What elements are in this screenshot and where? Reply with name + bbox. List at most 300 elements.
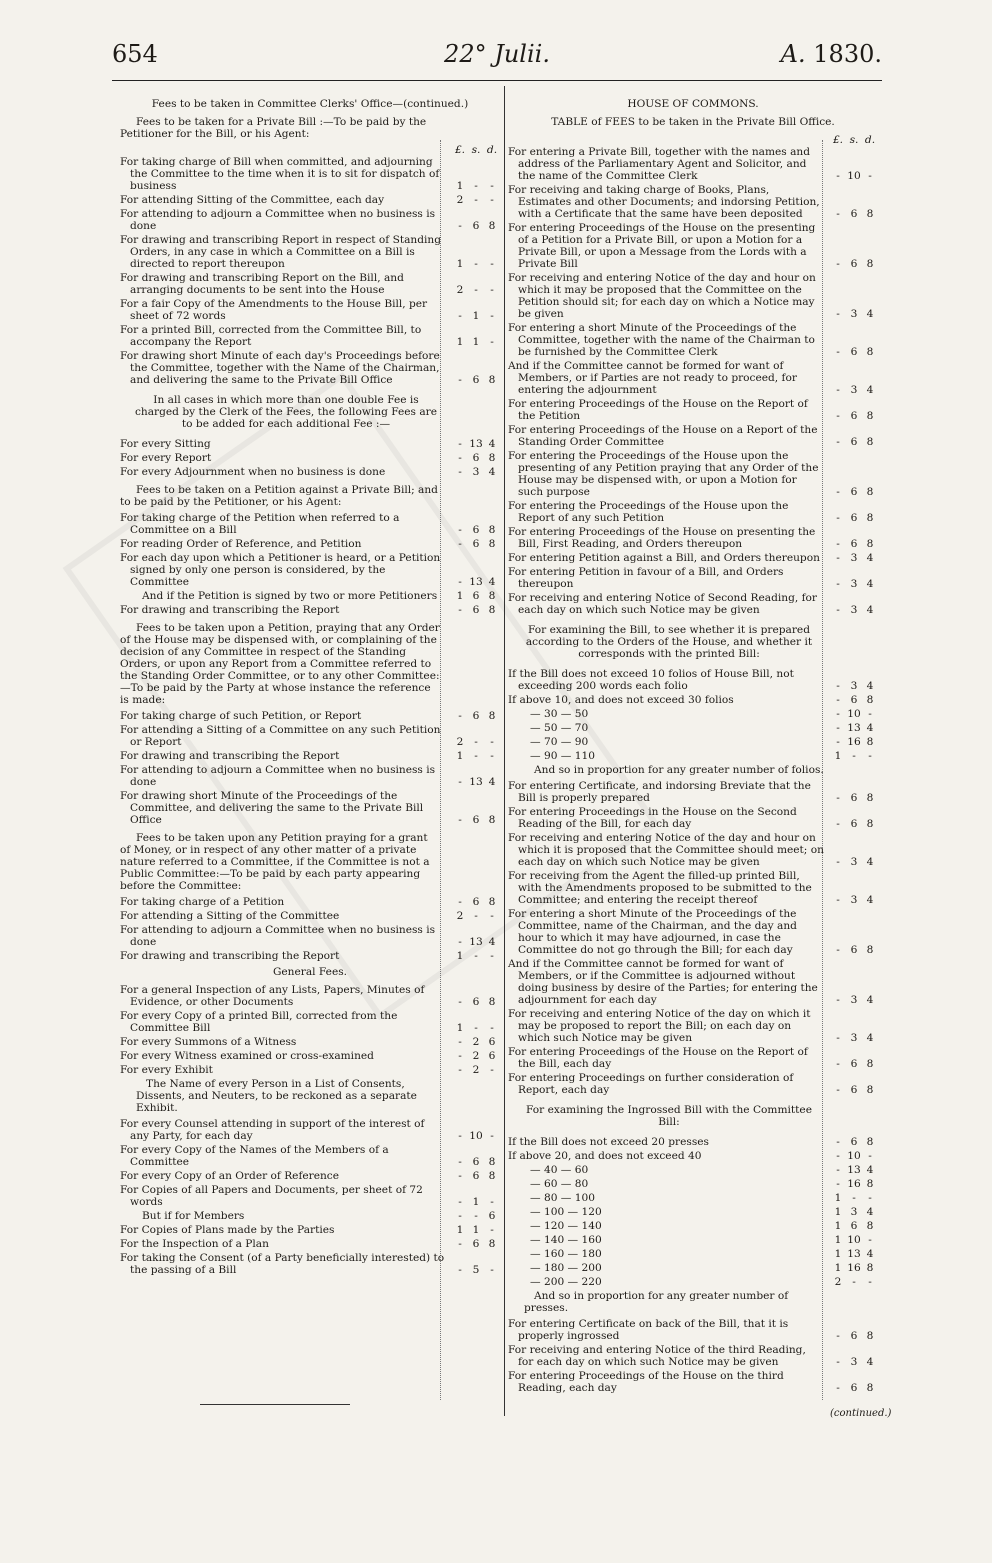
fee-amount <box>452 590 500 602</box>
fee-pence: 8 <box>866 694 874 706</box>
fee-description: — 40 — 60 <box>530 1164 589 1176</box>
fee-row <box>120 950 500 962</box>
fee-pence: 4 <box>866 1164 874 1176</box>
fee-row <box>508 1178 878 1190</box>
fee-row <box>120 1170 500 1182</box>
fee-shillings: - <box>474 1022 478 1034</box>
header-rule <box>112 80 882 81</box>
fee-description: For taking charge of Bill when committed, and adjourning the Committee to the time when it is to sit for dispatch of business <box>120 156 440 192</box>
fee-pence: 6 <box>488 1210 496 1222</box>
fee-shillings: 6 <box>472 996 480 1008</box>
fee-row <box>508 736 878 748</box>
fee-shillings: 6 <box>472 374 480 386</box>
fee-pounds: 2 <box>456 284 464 296</box>
fee-row <box>508 806 878 830</box>
fee-description: For drawing and transcribing the Report <box>120 950 340 962</box>
fee-pounds: - <box>836 1136 840 1148</box>
fee-description: For drawing short Minute of each day's Proceedings before the Committee, together with the Name of the Chairman, and delivering the same to the Private Bill Office <box>120 350 440 386</box>
fee-description: For receiving and entering Notice of the day on which it may be proposed to report the Bill; on each day on which such Notice may be given <box>508 1008 811 1044</box>
fee-shillings: 6 <box>850 792 858 804</box>
fee-description: For entering Proceedings of the House on the Report of the Petition <box>508 398 808 422</box>
fee-pounds: - <box>458 220 462 232</box>
fee-pence: 8 <box>488 220 496 232</box>
fee-shillings: 10 <box>469 1130 483 1142</box>
fee-row <box>120 604 500 616</box>
shillings-head: s. <box>471 144 481 156</box>
fee-shillings: 13 <box>469 438 483 450</box>
fee-shillings: 1 <box>472 1224 480 1236</box>
fee-description: But if for Members <box>142 1210 245 1222</box>
fee-pence: 4 <box>488 576 496 588</box>
fee-shillings: 3 <box>850 856 858 868</box>
fee-row <box>120 790 500 826</box>
fee-pounds: - <box>836 604 840 616</box>
fee-description: If above 20, and does not exceed 40 <box>508 1150 702 1162</box>
fee-pounds: - <box>458 936 462 948</box>
fee-row <box>120 1050 500 1062</box>
fee-shillings: 6 <box>850 436 858 448</box>
fee-row <box>508 146 878 182</box>
left-column <box>120 94 500 1278</box>
fee-pounds: 1 <box>456 950 464 962</box>
fee-row <box>120 1238 500 1250</box>
fee-amount <box>452 736 500 748</box>
fee-shillings: - <box>474 194 478 206</box>
pence-head: d. <box>864 134 876 146</box>
fee-description: For entering Petition in favour of a Bill, and Orders thereupon <box>508 566 784 590</box>
fee-description: For every Copy of an Order of Reference <box>120 1170 340 1182</box>
fee-row <box>508 424 878 448</box>
fee-amount <box>830 680 878 692</box>
fee-row <box>508 566 878 590</box>
left-rows1 <box>120 156 500 386</box>
fee-amount <box>830 308 878 320</box>
fee-row <box>508 1164 878 1176</box>
fee-pounds: - <box>836 258 840 270</box>
fee-pounds: - <box>458 1130 462 1142</box>
fee-pence: 8 <box>488 996 496 1008</box>
fee-row <box>120 750 500 762</box>
fee-amount <box>452 604 500 616</box>
fee-amount <box>452 814 500 826</box>
fee-pounds: - <box>836 512 840 524</box>
fee-shillings: 6 <box>472 538 480 550</box>
fee-pence: - <box>490 1264 494 1276</box>
fee-shillings: - <box>474 950 478 962</box>
fee-pounds: - <box>836 1150 840 1162</box>
fee-pence: 4 <box>866 1032 874 1044</box>
fee-pounds: 2 <box>456 910 464 922</box>
fee-description: For taking the Consent (of a Party beneficially interested) to the passing of a Bill <box>120 1252 445 1276</box>
fee-description: For taking charge of the Petition when referred to a Committee on a Bill <box>120 512 400 536</box>
fee-amount <box>452 1022 500 1034</box>
left-note1: In all cases in which more than one double Fee is charged by the Clerk of the Fees, the following Fees are to be added for each additional Fee :— <box>134 394 438 430</box>
fee-description: — 80 — 100 <box>530 1192 595 1204</box>
fee-amount <box>830 1276 878 1288</box>
left-end-rule <box>200 1404 350 1405</box>
fee-shillings: 10 <box>847 170 861 182</box>
fee-shillings: 6 <box>472 452 480 464</box>
fee-shillings: 3 <box>850 308 858 320</box>
fee-amount <box>452 896 500 908</box>
fee-amount <box>452 576 500 588</box>
fee-shillings: - <box>474 736 478 748</box>
fee-description: For receiving and entering Notice of the third Reading, for each day on which such Notice may be given <box>508 1344 806 1368</box>
fee-shillings: 3 <box>850 604 858 616</box>
left-rows4 <box>120 710 500 826</box>
fee-shillings: 1 <box>472 1196 480 1208</box>
fee-pounds: - <box>836 1178 840 1190</box>
fee-description: If above 10, and does not exceed 30 folios <box>508 694 734 706</box>
fee-pounds: - <box>458 576 462 588</box>
fee-pounds: - <box>836 722 840 734</box>
fee-pounds: - <box>836 1032 840 1044</box>
fee-pounds: - <box>836 694 840 706</box>
fee-shillings: 3 <box>850 1206 858 1218</box>
fee-description: For Copies of all Papers and Documents, per sheet of 72 words <box>120 1184 423 1208</box>
fee-amount <box>830 552 878 564</box>
fee-description: For entering a short Minute of the Proceedings of the Committee, together with the name of the Chairman to be furnished by the Committee Clerk <box>508 322 815 358</box>
fee-amount <box>830 1220 878 1232</box>
fee-amount <box>452 336 500 348</box>
fee-description: For attending to adjourn a Committee when no business is done <box>120 208 436 232</box>
fee-shillings: 1 <box>472 310 480 322</box>
fee-shillings: - <box>852 1192 856 1204</box>
fee-pounds: - <box>836 1330 840 1342</box>
fee-shillings: 6 <box>850 258 858 270</box>
fee-amount <box>452 1130 500 1142</box>
fee-amount <box>830 538 878 550</box>
fee-description: For entering Proceedings on further consideration of Report, each day <box>508 1072 794 1096</box>
fee-pounds: - <box>458 1210 462 1222</box>
fee-row <box>508 1234 878 1246</box>
fee-amount <box>830 1206 878 1218</box>
fee-description: For entering a Private Bill, together with the names and address of the Parliamentary Agent and Solicitor, and the name of the Committee Clerk <box>508 146 811 182</box>
fee-shillings: 2 <box>472 1050 480 1062</box>
fee-row <box>508 1370 878 1394</box>
fee-shillings: 6 <box>850 1220 858 1232</box>
fee-description: For receiving and entering Notice of the day and hour on which it may be proposed that the Committee on the Petition should sit; for each day on which a Notice may be given <box>508 272 816 320</box>
fee-shillings: 6 <box>850 1058 858 1070</box>
fee-row <box>508 1072 878 1096</box>
fee-row <box>120 156 500 192</box>
fee-pounds: 2 <box>456 194 464 206</box>
fee-amount <box>452 374 500 386</box>
fee-row <box>120 1036 500 1048</box>
fee-shillings: 6 <box>850 1136 858 1148</box>
fee-shillings: 16 <box>847 1178 861 1190</box>
fee-row <box>120 350 500 386</box>
fee-row <box>120 764 500 788</box>
fee-pence: 4 <box>866 552 874 564</box>
fee-pounds: - <box>458 710 462 722</box>
fee-pence: 4 <box>866 1356 874 1368</box>
fee-amount <box>830 1382 878 1394</box>
left-rows3 <box>120 512 500 616</box>
fee-amount <box>830 170 878 182</box>
fee-pounds: - <box>458 1264 462 1276</box>
fee-pounds: 2 <box>456 736 464 748</box>
fee-pounds: - <box>836 1382 840 1394</box>
fee-pounds: - <box>458 452 462 464</box>
fee-amount <box>830 894 878 906</box>
right-rows5 <box>508 1318 878 1394</box>
fee-pounds: - <box>836 308 840 320</box>
fee-description: For the Inspection of a Plan <box>120 1238 269 1250</box>
fee-description: For every Report <box>120 452 212 464</box>
fee-pounds: - <box>836 578 840 590</box>
fee-amount <box>830 436 878 448</box>
fee-pence: 8 <box>866 1136 874 1148</box>
fee-pounds: - <box>458 1156 462 1168</box>
fee-amount <box>452 1170 500 1182</box>
fee-row <box>120 272 500 296</box>
fee-pence: - <box>490 336 494 348</box>
fee-row <box>508 552 878 564</box>
left-sub5: General Fees. <box>272 966 348 978</box>
fee-pence: - <box>490 736 494 748</box>
fee-description: For entering the Proceedings of the House upon the presenting of any Petition praying that any Order of the House may be dispensed with, or upon a Motion for such purpose <box>508 450 819 498</box>
fee-row <box>508 592 878 616</box>
fee-shillings: 3 <box>850 384 858 396</box>
fee-row <box>508 1344 878 1368</box>
fee-pounds: - <box>458 538 462 550</box>
fee-shillings: 13 <box>469 776 483 788</box>
fee-row <box>120 1224 500 1236</box>
fee-pence: 8 <box>488 590 496 602</box>
fee-pounds: - <box>458 1050 462 1062</box>
fee-description: For entering Proceedings in the House on the Second Reading of the Bill, for each day <box>508 806 797 830</box>
fee-pence: 8 <box>488 896 496 908</box>
fee-pounds: 1 <box>456 258 464 270</box>
page-header <box>112 40 882 80</box>
right-note1: For examining the Bill, to see whether it is prepared according to the Orders of the House, and whether it corresponds with the printed Bill: <box>525 624 813 660</box>
fee-pence: 4 <box>866 680 874 692</box>
fee-pounds: - <box>836 1164 840 1176</box>
fee-description: For every Counsel attending in support of the interest of any Party, for each day <box>120 1118 425 1142</box>
fee-row <box>120 438 500 450</box>
left-rows6 <box>120 984 500 1076</box>
fee-shillings: - <box>852 1276 856 1288</box>
fee-pence: 4 <box>866 308 874 320</box>
fee-description: — 120 — 140 <box>530 1220 602 1232</box>
fee-description: For entering Petition against a Bill, and Orders thereupon <box>508 552 820 564</box>
fee-pence: - <box>490 1224 494 1236</box>
fee-row <box>508 1008 878 1044</box>
fee-pounds: 1 <box>834 1248 842 1260</box>
fee-pence: 8 <box>866 1220 874 1232</box>
fee-description: For drawing short Minute of the Proceedings of the Committee, and delivering the same to the Private Bill Office <box>120 790 424 826</box>
fee-description: For receiving and entering Notice of Second Reading, for each day on which such Notice may be given <box>508 592 817 616</box>
right-rows4 <box>508 1136 878 1288</box>
fee-description: For drawing and transcribing the Report <box>120 604 340 616</box>
fee-description: For attending a Sitting of a Committee on any such Petition or Report <box>120 724 441 748</box>
fee-pence: - <box>490 284 494 296</box>
fee-pounds: 1 <box>456 1022 464 1034</box>
fee-row <box>508 1220 878 1232</box>
fee-row <box>120 710 500 722</box>
fee-shillings: - <box>474 750 478 762</box>
fee-pounds: - <box>458 896 462 908</box>
fee-shillings: 13 <box>469 936 483 948</box>
fee-pounds: - <box>458 466 462 478</box>
fee-row <box>508 500 878 524</box>
fee-pounds: 1 <box>834 1192 842 1204</box>
fee-pence: 4 <box>866 1206 874 1218</box>
fee-shillings: - <box>474 258 478 270</box>
fee-amount <box>452 466 500 478</box>
fee-shillings: 3 <box>850 552 858 564</box>
fee-amount <box>830 722 878 734</box>
fee-description: For each day upon which a Petitioner is heard, or a Petition signed by only one person is considered, by the Committee <box>120 552 441 588</box>
right-rows1 <box>508 146 878 616</box>
fee-amount <box>830 384 878 396</box>
fee-shillings: 3 <box>472 466 480 478</box>
fee-row <box>508 1276 878 1288</box>
fee-shillings: 6 <box>850 694 858 706</box>
fee-amount <box>830 1262 878 1274</box>
fee-row <box>508 1262 878 1274</box>
fee-pence: - <box>490 1064 494 1076</box>
fee-pence: 4 <box>866 856 874 868</box>
fee-description: For every Summons of a Witness <box>120 1036 297 1048</box>
right-note4: And so in proportion for any greater number of presses. <box>524 1290 789 1314</box>
fee-pence: - <box>490 1130 494 1142</box>
fee-pence: 4 <box>488 466 496 478</box>
fee-pence: 4 <box>866 1248 874 1260</box>
fee-pounds: - <box>458 1036 462 1048</box>
fee-pence: - <box>490 1022 494 1034</box>
fee-amount <box>830 410 878 422</box>
fee-row <box>508 780 878 804</box>
fee-pounds: - <box>836 552 840 564</box>
fee-shillings: 6 <box>850 1330 858 1342</box>
fee-row <box>120 324 500 348</box>
fee-pounds: - <box>836 894 840 906</box>
fee-shillings: 6 <box>472 814 480 826</box>
fee-amount <box>830 1084 878 1096</box>
fee-shillings: 16 <box>847 736 861 748</box>
fee-pounds: 1 <box>456 750 464 762</box>
fee-description: For a fair Copy of the Amendments to the House Bill, per sheet of 72 words <box>120 298 428 322</box>
fee-pence: 8 <box>488 710 496 722</box>
fee-description: For reading Order of Reference, and Petition <box>120 538 362 550</box>
fee-row <box>120 194 500 206</box>
fee-row <box>120 1118 500 1142</box>
fee-pence: - <box>490 910 494 922</box>
fee-pounds: - <box>836 346 840 358</box>
fee-description: For every Copy of the Names of the Members of a Committee <box>120 1144 389 1168</box>
fee-amount <box>452 452 500 464</box>
fee-pence: 8 <box>488 814 496 826</box>
fee-amount <box>452 1224 500 1236</box>
fee-pence: 8 <box>866 1382 874 1394</box>
fee-row <box>120 1010 500 1034</box>
fee-amount <box>452 910 500 922</box>
left-sub4: Fees to be taken upon any Petition praying for a grant of Money, or in respect of any other matter of a private nature referred to a Committee, if the Committee is not a Public Committee:—To be paid by each party appearing before the Committee: <box>120 832 430 892</box>
fee-pence: 8 <box>866 512 874 524</box>
left-title: Fees to be taken in Committee Clerks' Office—(continued.) <box>151 98 469 110</box>
fee-pence: - <box>868 1276 872 1288</box>
fee-description: For attending a Sitting of the Committee <box>120 910 340 922</box>
column-divider <box>504 86 505 1416</box>
fee-description: For a general Inspection of any Lists, Papers, Minutes of Evidence, or other Documents <box>120 984 425 1008</box>
fee-pounds: - <box>458 310 462 322</box>
fee-description: For every Copy of a printed Bill, corrected from the Committee Bill <box>120 1010 398 1034</box>
fee-amount <box>452 1036 500 1048</box>
fee-pence: 8 <box>488 1238 496 1250</box>
fee-amount <box>830 1192 878 1204</box>
fee-pence: - <box>490 1196 494 1208</box>
left-rows5 <box>120 896 500 962</box>
fee-row <box>120 910 500 922</box>
fee-description: For every Exhibit <box>120 1064 213 1076</box>
fee-description: For every Sitting <box>120 438 211 450</box>
right-note3: For examining the Ingrossed Bill with the Committee Bill: <box>526 1104 812 1128</box>
fee-row <box>508 272 878 320</box>
fee-description: For attending Sitting of the Committee, each day <box>120 194 385 206</box>
fee-pence: 8 <box>866 258 874 270</box>
fee-pence: 8 <box>866 1262 874 1274</box>
fee-pence: 8 <box>488 538 496 550</box>
fee-row <box>120 1184 500 1208</box>
fee-shillings: 2 <box>472 1036 480 1048</box>
fee-pounds: - <box>458 996 462 1008</box>
fee-shillings: 10 <box>847 708 861 720</box>
fee-description: — 90 — 110 <box>530 750 595 762</box>
fee-pounds: - <box>458 438 462 450</box>
fee-amount <box>452 1210 500 1222</box>
fee-pence: 8 <box>866 410 874 422</box>
fee-pounds: - <box>836 944 840 956</box>
fee-pence: 8 <box>866 1330 874 1342</box>
fee-pounds: - <box>836 436 840 448</box>
fee-row <box>508 360 878 396</box>
fee-row <box>120 1210 500 1222</box>
fee-description: For receiving and taking charge of Books, Plans, Estimates and other Documents; and indorsing Petition, with a Certificate that the same have been deposited <box>508 184 820 220</box>
fee-pence: - <box>868 750 872 762</box>
fee-row <box>508 450 878 498</box>
right-column <box>508 94 878 1396</box>
fee-pence: 4 <box>866 578 874 590</box>
fee-row <box>508 1206 878 1218</box>
fee-pence: 6 <box>488 1050 496 1062</box>
fee-amount <box>452 1156 500 1168</box>
left-colhead <box>120 144 500 156</box>
fee-pounds: 1 <box>834 1234 842 1246</box>
fee-shillings: 3 <box>850 680 858 692</box>
fee-pounds: - <box>836 410 840 422</box>
fee-shillings: 3 <box>850 578 858 590</box>
fee-pence: 8 <box>488 604 496 616</box>
fee-amount <box>452 776 500 788</box>
fee-pounds: - <box>836 1084 840 1096</box>
fee-row <box>120 466 500 478</box>
fee-pence: - <box>490 180 494 192</box>
fee-description: And if the Committee cannot be formed for want of Members, or if Parties are not ready to proceed, for entering the adjournment <box>508 360 797 396</box>
fee-amount <box>452 284 500 296</box>
fee-shillings: 6 <box>850 818 858 830</box>
shillings-head: s. <box>849 134 859 146</box>
fee-amount <box>830 708 878 720</box>
fee-description: — 100 — 120 <box>530 1206 602 1218</box>
fee-description: For drawing and transcribing Report in respect of Standing Orders, in any case in which a Committee on a Bill is directed to report thereupon <box>120 234 442 270</box>
fee-amount <box>830 1136 878 1148</box>
fee-row <box>508 958 878 1006</box>
fee-row <box>120 452 500 464</box>
fee-shillings: 13 <box>469 576 483 588</box>
fee-description: For taking charge of a Petition <box>120 896 285 908</box>
